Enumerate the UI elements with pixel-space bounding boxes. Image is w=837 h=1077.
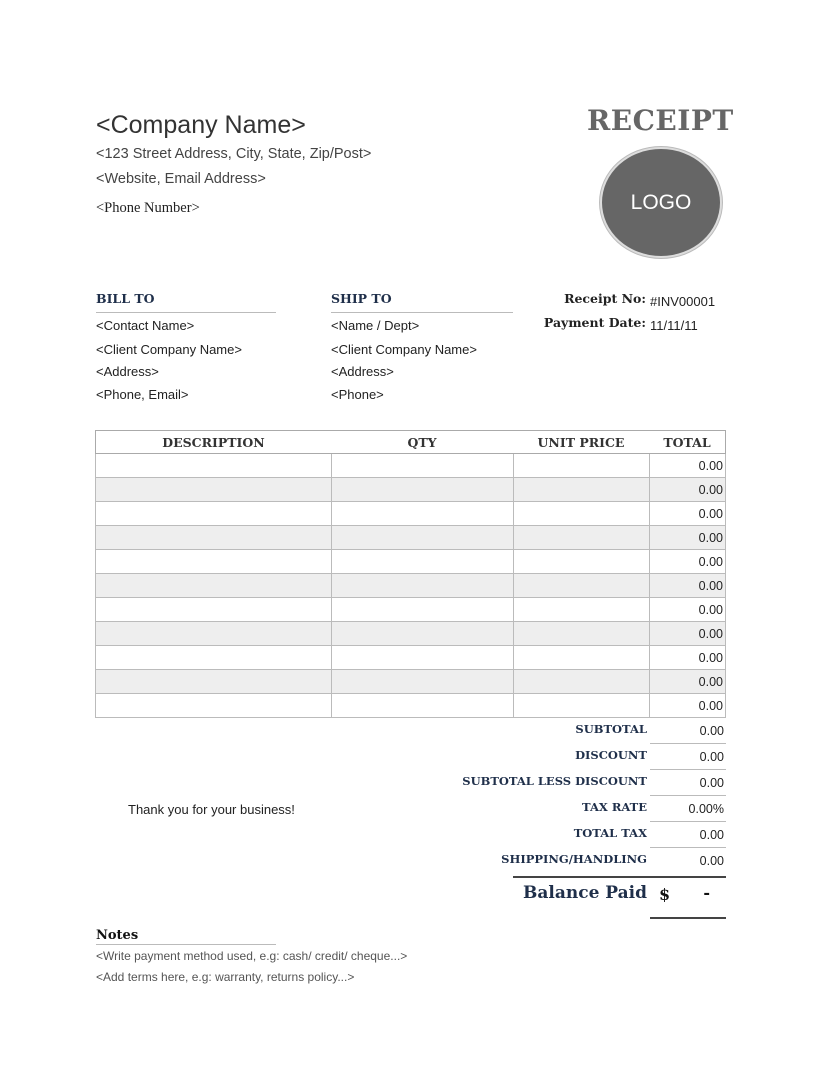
unit-price-cell[interactable] (513, 478, 649, 502)
total-cell: 0.00 (649, 598, 726, 622)
notes-divider (96, 944, 276, 945)
bill-to-heading: BILL TO (96, 291, 155, 306)
ship-to-line: <Address> (331, 364, 394, 379)
qty-cell[interactable] (331, 478, 513, 502)
unit-price-cell[interactable] (513, 454, 649, 478)
payment-date-label: Payment Date: (543, 315, 646, 330)
table-row (96, 646, 726, 670)
line-items-table (95, 430, 726, 718)
company-name: <Company Name> (96, 111, 306, 139)
total-cell: 0.00 (649, 694, 726, 718)
qty-cell[interactable] (331, 454, 513, 478)
summary-divider (650, 795, 726, 796)
unit-price-cell[interactable] (513, 622, 649, 646)
qty-cell[interactable] (331, 646, 513, 670)
description-cell[interactable] (96, 526, 332, 550)
column-header-description: DESCRIPTION (96, 431, 332, 454)
qty-cell[interactable] (331, 694, 513, 718)
total-cell: 0.00 (649, 670, 726, 694)
total-tax-value: 0.00 (699, 828, 724, 842)
column-header-total: TOTAL (649, 431, 726, 454)
unit-price-cell[interactable] (513, 694, 649, 718)
table-row (96, 502, 726, 526)
unit-price-cell[interactable] (513, 646, 649, 670)
qty-cell[interactable] (331, 622, 513, 646)
description-cell[interactable] (96, 454, 332, 478)
discount-label: DISCOUNT (575, 748, 647, 762)
summary-divider (650, 847, 726, 848)
subtotal-value: 0.00 (699, 724, 724, 738)
total-tax-label: TOTAL TAX (573, 826, 647, 840)
ship-to-line: <Client Company Name> (331, 342, 477, 357)
payment-date-value: 11/11/11 (650, 318, 698, 333)
unit-price-cell[interactable] (513, 502, 649, 526)
table-row (96, 574, 726, 598)
total-cell: 0.00 (649, 646, 726, 670)
total-cell: 0.00 (649, 454, 726, 478)
bill-to-line: <Client Company Name> (96, 342, 242, 357)
unit-price-cell[interactable] (513, 670, 649, 694)
note-line: <Write payment method used, e.g: cash/ credit/ cheque...> (96, 949, 408, 963)
receipt-no-value: #INV00001 (650, 294, 716, 309)
unit-price-cell[interactable] (513, 526, 649, 550)
qty-cell[interactable] (331, 574, 513, 598)
total-cell: 0.00 (649, 502, 726, 526)
total-cell: 0.00 (649, 526, 726, 550)
logo-text: LOGO (630, 190, 692, 214)
bill-to-line: <Phone, Email> (96, 387, 189, 402)
subtotal-less-discount-value: 0.00 (699, 776, 724, 790)
notes-heading: Notes (96, 928, 139, 943)
ship-to-divider (331, 312, 513, 313)
company-address: <123 Street Address, City, State, Zip/Post> (96, 146, 372, 162)
qty-cell[interactable] (331, 670, 513, 694)
table-row (96, 454, 726, 478)
receipt-no-label: Receipt No: (564, 291, 646, 306)
table-row (96, 670, 726, 694)
company-phone: <Phone Number> (96, 200, 200, 216)
qty-cell[interactable] (331, 526, 513, 550)
note-line: <Add terms here, e.g: warranty, returns policy...> (96, 970, 355, 984)
column-header-qty: QTY (331, 431, 513, 454)
document-title: RECEIPT (587, 104, 734, 137)
unit-price-cell[interactable] (513, 598, 649, 622)
bill-to-line: <Address> (96, 364, 159, 379)
table-row (96, 694, 726, 718)
summary-divider (650, 769, 726, 770)
total-cell: 0.00 (649, 550, 726, 574)
balance-paid-label: Balance Paid (523, 883, 647, 903)
description-cell[interactable] (96, 550, 332, 574)
table-row (96, 622, 726, 646)
table-row (96, 550, 726, 574)
table-row (96, 526, 726, 550)
ship-to-line: <Name / Dept> (331, 318, 420, 333)
qty-cell[interactable] (331, 502, 513, 526)
unit-price-cell[interactable] (513, 574, 649, 598)
description-cell[interactable] (96, 670, 332, 694)
subtotal-label: SUBTOTAL (575, 722, 647, 736)
balance-bottom-rule (650, 917, 726, 919)
company-web-email: <Website, Email Address> (96, 171, 266, 187)
description-cell[interactable] (96, 478, 332, 502)
description-cell[interactable] (96, 574, 332, 598)
thank-you-message: Thank you for your business! (128, 802, 295, 817)
column-header-unit-price: UNIT PRICE (513, 431, 649, 454)
balance-top-rule (513, 876, 726, 878)
ship-to-heading: SHIP TO (331, 291, 392, 306)
table-row (96, 478, 726, 502)
summary-divider (650, 743, 726, 744)
total-cell: 0.00 (649, 478, 726, 502)
tax-rate-value: 0.00% (688, 802, 724, 816)
description-cell[interactable] (96, 622, 332, 646)
bill-to-divider (96, 312, 276, 313)
ship-to-line: <Phone> (331, 387, 384, 402)
currency-symbol: $ (659, 885, 671, 904)
qty-cell[interactable] (331, 550, 513, 574)
discount-value: 0.00 (699, 750, 724, 764)
balance-paid-value: - (703, 883, 710, 902)
total-cell: 0.00 (649, 574, 726, 598)
subtotal-less-discount-label: SUBTOTAL LESS DISCOUNT (462, 774, 647, 788)
total-cell: 0.00 (649, 622, 726, 646)
description-cell[interactable] (96, 646, 332, 670)
table-header-row (96, 431, 726, 454)
qty-cell[interactable] (331, 598, 513, 622)
table-row (96, 598, 726, 622)
logo-placeholder (600, 147, 722, 258)
tax-rate-label: TAX RATE (582, 800, 647, 814)
shipping-handling-label: SHIPPING/HANDLING (501, 852, 647, 866)
description-cell[interactable] (96, 502, 332, 526)
unit-price-cell[interactable] (513, 550, 649, 574)
summary-divider (650, 821, 726, 822)
description-cell[interactable] (96, 598, 332, 622)
shipping-handling-value: 0.00 (699, 854, 724, 868)
bill-to-line: <Contact Name> (96, 318, 195, 333)
description-cell[interactable] (96, 694, 332, 718)
